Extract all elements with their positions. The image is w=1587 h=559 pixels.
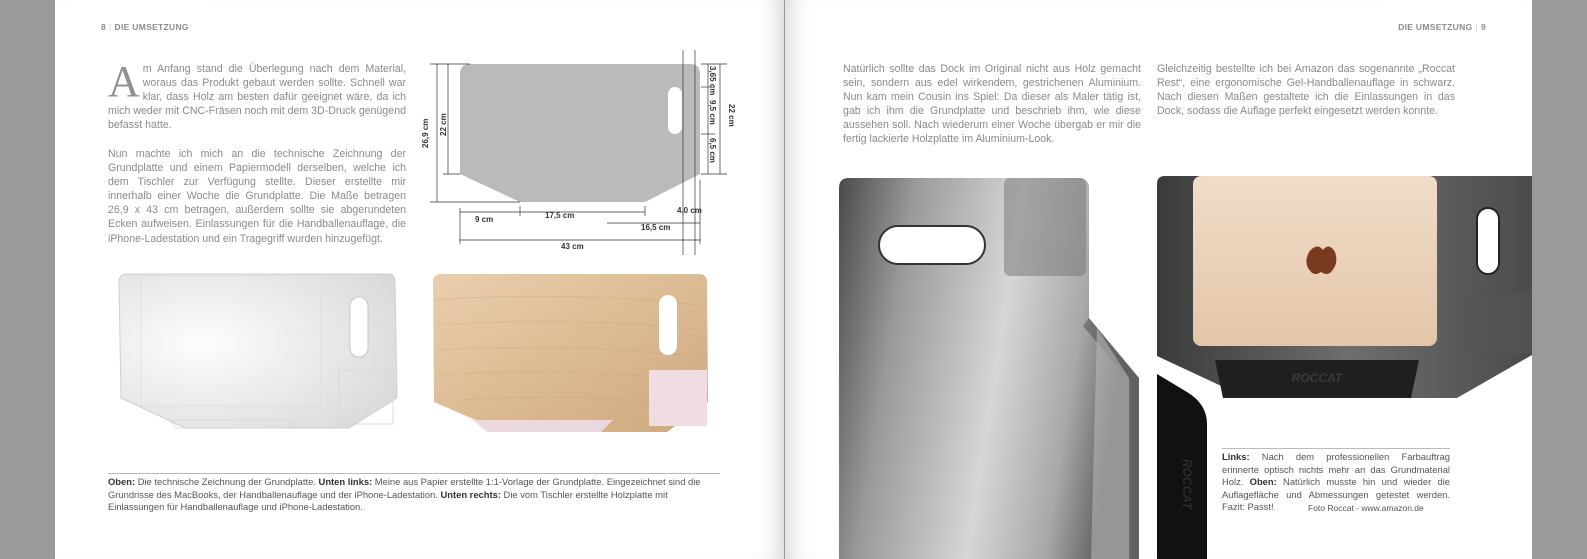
dock-with-macbook-photo <box>1157 176 1532 406</box>
dim-43: 43 cm <box>561 242 584 251</box>
right-page-header: DIE UMSETZUNG | 9 <box>1398 22 1486 32</box>
dim-9-5: 9,5 cm <box>708 100 717 125</box>
dim-17-5: 17,5 cm <box>545 211 575 220</box>
technical-drawing <box>415 50 745 255</box>
col2-paragraph: Gleichzeitig bestellte ich bei Amazon das sogenannte „Roccat Rest“, eine ergonomische Gel-Handballenauflage in schwarz. Nach diesen Maßen gestaltete ich die Einlassungen in das Dock, sodass die Auflage perfekt eingesetzt werden konnte. <box>1157 63 1455 118</box>
left-caption: Oben: Die technische Zeichnung der Grundplatte. Unten links: Meine aus Papier erstellte 1:1-Vorlage der Grundplatte. Eingezeichnet sind die Grundrisse des MacBooks, der Handballenauflage und der iPhone-Ladestation. Unten rechts: Die vom Tischler erstellte Holzplatte mit Einlassungen für Handballenauflage und iPhone-Ladestation. <box>108 476 701 513</box>
dim-height-right: 22 cm <box>727 104 736 127</box>
right-page <box>785 0 1532 559</box>
right-caption: Links: Nach dem professionellen Farbauftrag erinnerte optisch nichts mehr an das Grundmaterial Holz. Oben: Natürlich musste hin und wieder die Auflagefläche und Abmessungen getestet werden. Fazit: Passt! <box>1222 451 1450 513</box>
section-title: DIE UMSETZUNG <box>114 22 189 32</box>
roccat-logo: ROCCAT <box>1291 371 1343 385</box>
dim-3-65: 3,65 cm <box>708 66 717 96</box>
dim-16-5: 16,5 cm <box>641 223 671 232</box>
dim-height-total: 26,9 cm <box>421 118 430 148</box>
caption-rule <box>108 473 720 474</box>
paper-model-photo <box>117 270 402 430</box>
left-page-header: 8 | DIE UMSETZUNG <box>101 22 189 32</box>
dim-9: 9 cm <box>475 215 494 224</box>
col1-paragraph: Natürlich sollte das Dock im Original nicht aus Holz gemacht sein, sondern aus edel wirkendem, gestrichenen Aluminium. Nun kam mein Cousin ins Spiel: Da dieser als Maler tätig ist, gab ich ihm die Grundplatte und beschrieb ihm, wie diese aussehen soll. Nach wiederum einer Woche übergab er mir die fertig lackierte Holzplatte im Aluminium-Look. <box>843 63 1141 146</box>
page-number: 9 <box>1480 22 1486 32</box>
section-title: DIE UMSETZUNG <box>1398 22 1473 32</box>
roccat-rest-photo <box>1157 374 1209 559</box>
right-caption-rule <box>1222 448 1450 449</box>
left-page <box>55 0 784 559</box>
intro-paragraph: Am Anfang stand die Überlegung nach dem Material, woraus das Produkt gebaut werden sollte. Schnell war klar, dass Holz am besten dafür geeignet wäre, da ich mich weder mit CNC-Fräsen noch mit dem 3D-Druck genügend befasst hatte. <box>108 57 406 132</box>
page-number: 8 <box>101 22 107 32</box>
photo-credit: Foto Roccat - www.amazon.de <box>1308 503 1424 513</box>
dim-4-0: 4,0 cm <box>677 206 702 215</box>
wooden-plate-photo <box>431 270 711 435</box>
body-paragraph: Nun machte ich mich an die technische Zeichnung der Grundplatte und einem Papiermodell derselben, welche ich dem Tischler zur Verfügung stellte. Dieser erstellte mir innerhalb einer Woche die Grundplatte. Die Maße betragen 26,9 x 43 cm betragen, außerdem sollte sie abgerundeten Ecken aufweisen. Einlassungen für die Handballenauflage, die iPhone-Ladestation und ein Tragegriff wurden hinzugefügt. <box>108 148 406 245</box>
roccat-logo-vertical: ROCCAT <box>1180 458 1194 510</box>
aluminium-plate-photo <box>839 178 1141 559</box>
plate-drawing-svg <box>415 50 745 255</box>
dim-6-5: 6,5 cm <box>708 138 717 163</box>
dim-height-inner: 22 cm <box>439 113 448 136</box>
drop-cap: A <box>108 57 140 106</box>
